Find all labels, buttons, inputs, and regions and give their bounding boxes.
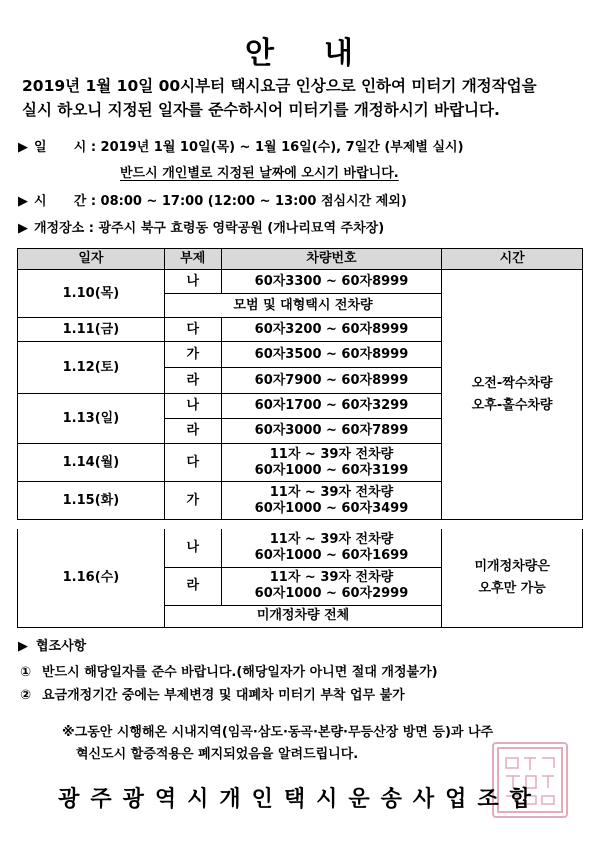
schedule-table [17,248,583,520]
table-header-row [18,249,583,270]
division-cell: 라 [164,567,221,605]
vehicle-cell: 60자7900 ~ 60자8999 [221,368,442,394]
date-cell: 1.13(일) [18,394,165,444]
date-cell: 1.10(목) [18,270,165,318]
header-vehicle-number: 차량번호 [221,249,442,270]
cooperation-heading-text: 협조사항 [36,639,87,654]
triangle-icon: ▶ [18,221,28,236]
time-label: 시 간 [34,194,87,209]
time-value: : 08:00 ~ 17:00 (12:00 ~ 13:00 점심시간 제외) [90,194,407,209]
table-row [18,529,583,567]
time-pm-odd: 오후-홀수차량 [471,397,553,413]
division-cell: 다 [164,318,221,342]
vehicle-cell: 60자3500 ~ 60자8999 [221,342,442,368]
schedule-table-last-day [17,529,583,628]
organization-name: 광주광역시개인택시운송사업조합 [58,787,542,812]
triangle-icon: ▶ [18,639,28,654]
vehicle-cell: 60자3300 ~ 60자8999 [221,270,442,294]
circled-two: ② [20,688,32,703]
place-label: 개정장소 [34,221,85,236]
division-cell: 라 [164,368,221,394]
time-cell-main [442,270,583,520]
triangle-icon: ▶ [18,140,28,155]
date-cell: 1.11(금) [18,318,165,342]
vehicle-range-b: 60자1000 ~ 60자1699 [254,547,409,563]
cooperation-item-1-text: 반드시 해당일자를 준수 바랍니다.(해당일자가 아니면 절대 개정불가) [42,665,438,680]
vehicle-cell [221,482,442,520]
vehicle-cell [221,567,442,605]
vehicle-cell: 모범 및 대형택시 전차량 [164,294,441,318]
date-cell: 1.16(수) [18,529,165,627]
date-label: 일 시 [34,140,87,155]
header-date: 일자 [18,249,165,270]
header-division: 부제 [164,249,221,270]
notice-line-2: 혁신도시 할증적용은 폐지되었음을 알려드립니다. [76,747,359,762]
intro-paragraph [22,74,592,122]
division-cell: 나 [164,394,221,419]
time-unrevised-2: 오후만 가능 [478,580,546,596]
division-cell: 다 [164,444,221,482]
vehicle-range-a: 11자 ~ 39자 전차량 [269,484,394,500]
title-right: 내 [324,36,355,71]
division-cell: 라 [164,419,221,444]
intro-line-1: 2019년 1월 10일 00시부터 택시요금 인상으로 인하여 미터기 개정작업을 [22,77,537,95]
date-cell: 1.14(월) [18,444,165,482]
cooperation-heading [18,635,86,654]
notice-line-1: ※그동안 시행해온 시내지역(임곡·삼도·동곡·본량·무등산장 방면 등)과 나주 [62,725,494,740]
vehicle-range-b: 60자1000 ~ 60자3499 [254,500,409,516]
triangle-icon: ▶ [18,194,28,209]
table-row [18,270,583,294]
date-cell: 1.12(토) [18,342,165,394]
vehicle-range-a: 11자 ~ 39자 전차량 [269,531,394,547]
title-left: 안 [245,36,276,71]
division-cell: 가 [164,342,221,368]
time-unrevised-1: 미개정차량은 [474,558,550,574]
vehicle-range-b: 60자1000 ~ 60자3199 [254,462,409,478]
date-cell: 1.15(화) [18,482,165,520]
division-cell: 나 [164,529,221,567]
vehicle-range-b: 60자1000 ~ 60자2999 [254,586,409,601]
info-time [18,190,588,209]
info-place [18,217,588,236]
vehicle-cell: 60자3000 ~ 60자7899 [221,419,442,444]
vehicle-cell [221,444,442,482]
vehicle-range-a: 11자 ~ 39자 전차량 [269,446,394,462]
circled-one: ① [20,665,32,680]
vehicle-cell [221,529,442,567]
division-cell: 가 [164,482,221,520]
intro-line-2: 실시 하오니 지정된 일자를 준수하시어 미터기를 개정하시기 바랍니다. [22,101,500,119]
vehicle-cell: 미개정차량 전체 [164,605,441,627]
vehicle-cell: 60자1700 ~ 60자3299 [221,394,442,419]
cooperation-item-2 [20,684,405,703]
time-am-even: 오전-짝수차량 [471,375,553,391]
time-cell-unrevised [442,529,583,627]
info-date [18,136,588,155]
vehicle-cell: 60자3200 ~ 60자8999 [221,318,442,342]
date-value: : 2019년 1월 10일(목) ~ 1월 16일(수), 7일간 (부제별 실시) [90,140,464,155]
page-title [0,28,600,72]
vehicle-range-a: 11자 ~ 39자 전차량 [269,570,394,585]
date-note: 반드시 개인별로 지정된 날짜에 오시기 바랍니다. [120,166,399,181]
division-cell: 나 [164,270,221,294]
place-value: : 광주시 북구 효령동 영락공원 (개나리묘역 주차장) [88,221,385,236]
cooperation-item-2-text: 요금개정기간 중에는 부제변경 및 대폐차 미터기 부착 업무 불가 [42,688,405,703]
cooperation-item-1 [20,661,438,680]
header-time: 시간 [442,249,583,270]
